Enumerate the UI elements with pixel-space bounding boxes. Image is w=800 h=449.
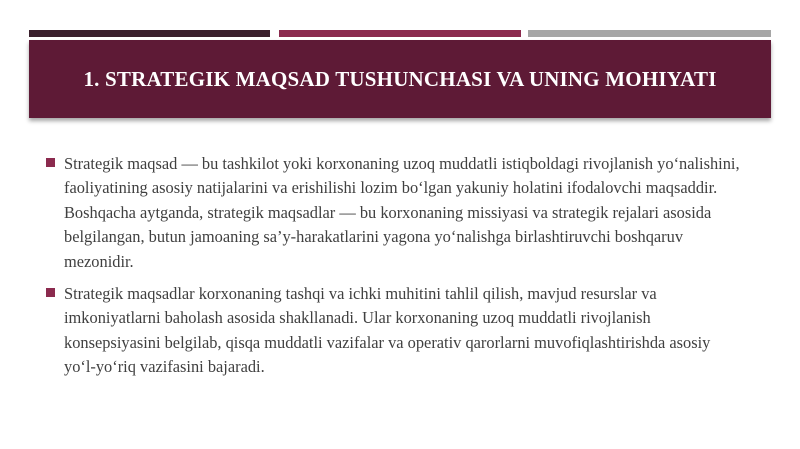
bullet-text: Strategik maqsadlar korxonaning tashqi va ichki muhitini tahlil qilish, mavjud resurslar va imkoniyatlarni baholash asosida shakllanadi. Ular korxonaning uzoq muddatli rivojlanish konsepsiyasini belgilab, qisqa muddatli vazifalar va operativ qarorlarni muvofiqlashtirishda asosiy yo‘l-yo‘riq vazifasini bajaradi. — [64, 284, 711, 377]
accent-bar-grey — [528, 30, 771, 37]
bullet-list — [46, 152, 746, 388]
accent-bar-dark — [29, 30, 270, 37]
accent-bar-plum — [279, 30, 521, 37]
slide-title: 1. STRATEGIK MAQSAD TUSHUNCHASI VA UNING MOHIYATI — [83, 66, 717, 91]
title-band — [29, 40, 771, 118]
bullet-item — [46, 282, 746, 380]
square-bullet-icon — [46, 158, 55, 167]
bullet-text: Strategik maqsad — bu tashkilot yoki korxonaning uzoq muddatli istiqboldagi rivojlanish yo‘nalishini, faoliyatining asosiy natijalarini va erishilishi lozim bo‘lgan yakuniy holatini ifodalovchi maqsaddir. Boshqacha aytganda, strategik maqsadlar — bu korxonaning missiyasi va strategik rejalari asosida belgilangan, butun jamoaning sa’y-harakatlarini yagona yo‘nalishga birlashtiruvchi boshqaruv mezonidir. — [64, 154, 740, 271]
square-bullet-icon — [46, 288, 55, 297]
bullet-item — [46, 152, 746, 274]
